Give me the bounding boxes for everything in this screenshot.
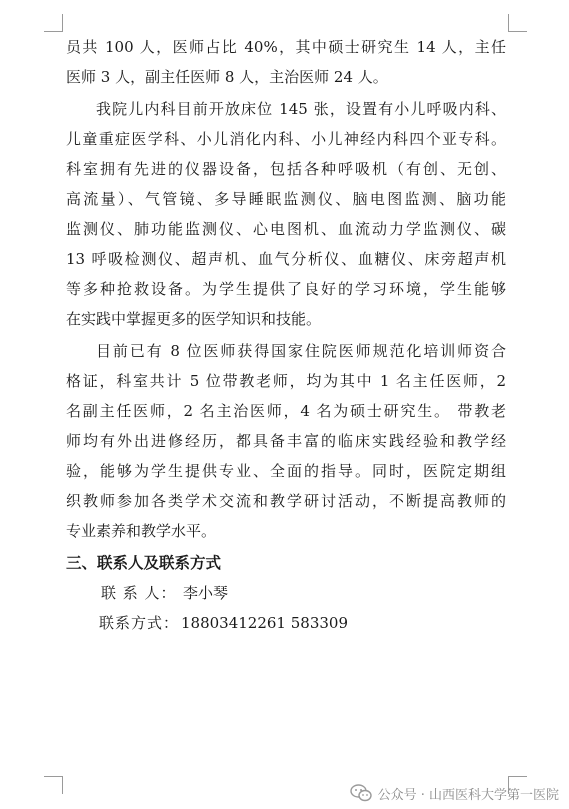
- paragraph-3-line-3: 名副主任医师，2 名主治医师，4 名为硕士研究生。 带教老: [66, 402, 506, 420]
- contact-method-row: [99, 611, 506, 635]
- paragraph-2-line-6: 13 呼吸检测仪、超声机、血气分析仪、血糖仪、床旁超声机: [66, 250, 506, 268]
- paragraph-1-line-1: 员共 100 人，医师占比 40%，其中硕士研究生 14 人，主任: [66, 38, 506, 56]
- paragraph-3-line-5: 验，能够为学生提供专业、全面的指导。同时，医院定期组: [66, 462, 506, 480]
- contact-person-row: [101, 581, 506, 605]
- section-heading: 三、联系人及联系方式: [66, 554, 222, 572]
- crop-mark-top-left-vertical: [62, 14, 63, 32]
- paragraph-2-line-5: 监测仪、肺功能监测仪、心电图机、血流动力学监测仪、碳: [66, 220, 506, 238]
- crop-mark-top-left-horizontal: [44, 31, 63, 32]
- crop-mark-top-right-vertical: [508, 14, 509, 32]
- paragraph-2-line-2: 儿童重症医学科、小儿消化内科、小儿神经内科四个亚专科。: [66, 130, 506, 148]
- paragraph-3-line-2: 格证，科室共计 5 位带教老师，均为其中 1 名主任医师，2: [66, 372, 506, 390]
- paragraph-1-line-2: 医师 3 人，副主任医师 8 人，主治医师 24 人。: [66, 68, 388, 86]
- crop-mark-top-right-horizontal: [508, 31, 527, 32]
- crop-mark-bottom-left-horizontal: [44, 776, 63, 777]
- paragraph-3-line-4: 师均有外出进修经历，都具备丰富的临床实践经验和教学经: [66, 432, 506, 450]
- paragraph-2-line-7: 等多种抢救设备。为学生提供了良好的学习环境，学生能够: [66, 280, 506, 298]
- paragraph-2-line-8: 在实践中掌握更多的医学知识和技能。: [66, 310, 322, 328]
- watermark-text: 公众号 · 山西医科大学第一医院: [377, 787, 559, 803]
- contact-person-label: 联 系 人：: [101, 584, 177, 602]
- paragraph-3-line-7: 专业素养和教学水平。: [66, 522, 217, 540]
- wechat-watermark: [350, 783, 559, 803]
- paragraph-3-line-1: 目前已有 8 位医师获得国家住院医师规范化培训师资合: [96, 342, 506, 360]
- paragraph-2-line-3: 科室拥有先进的仪器设备，包括各种呼吸机（有创、无创、: [66, 160, 506, 178]
- crop-mark-bottom-right-horizontal: [508, 776, 527, 777]
- paragraph-2-line-1: 我院儿内科目前开放床位 145 张，设置有小儿呼吸内科、: [96, 100, 506, 118]
- crop-mark-bottom-left-vertical: [62, 776, 63, 794]
- contact-person-value: 李小琴: [183, 584, 229, 602]
- contact-method-value: 18803412261 583309: [181, 614, 349, 632]
- contact-method-label: 联系方式：: [99, 614, 180, 632]
- paragraph-3-line-6: 织教师参加各类学术交流和教学研讨活动，不断提高教师的: [66, 492, 506, 510]
- paragraph-2-line-4: 高流量）、气管镜、多导睡眠监测仪、脑电图监测、脑功能: [66, 190, 506, 208]
- wechat-icon: [350, 784, 372, 802]
